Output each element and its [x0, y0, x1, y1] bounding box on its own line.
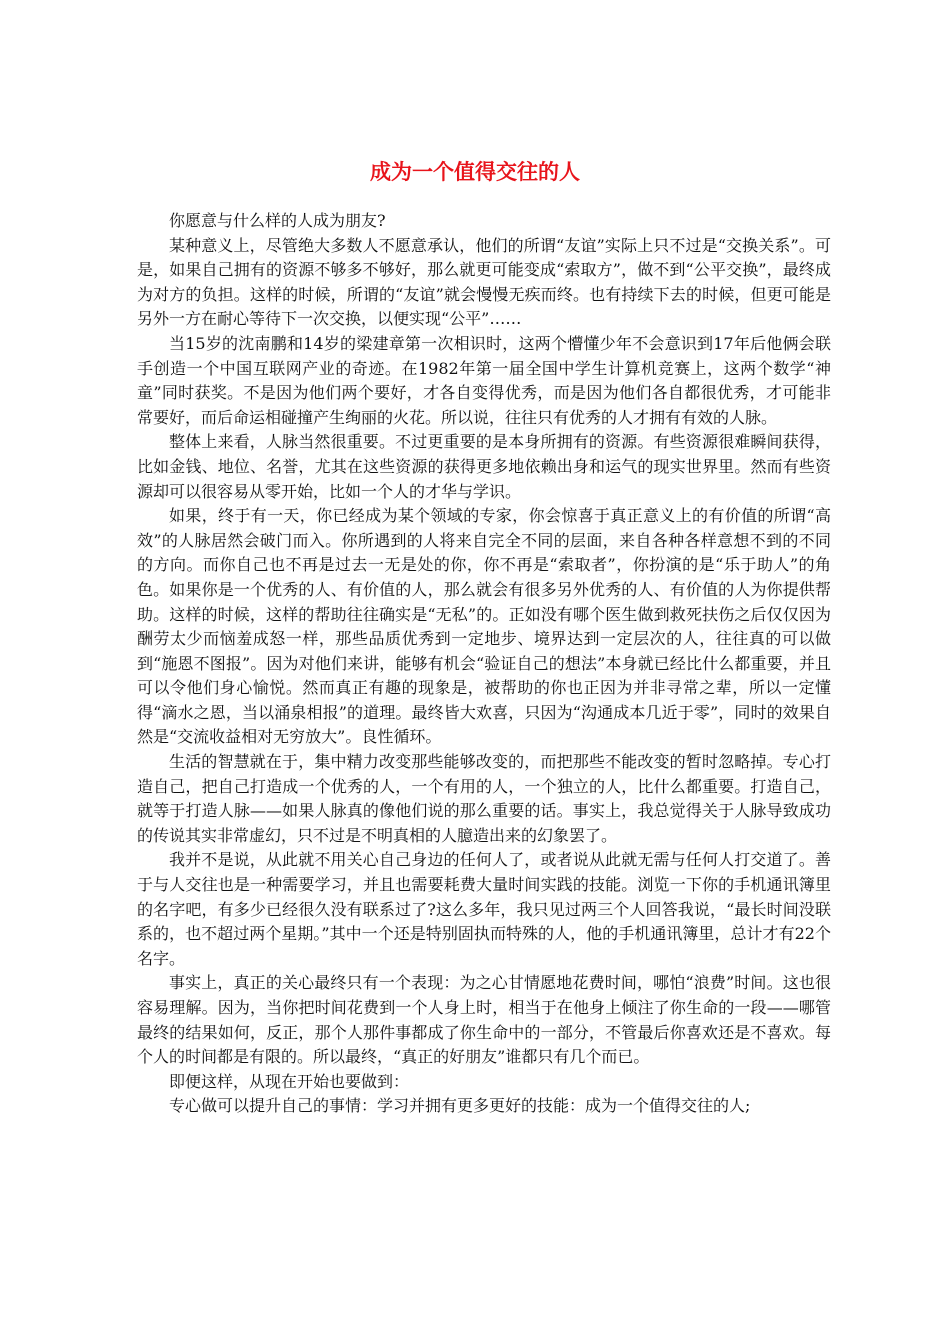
- paragraph: 我并不是说，从此就不用关心自己身边的任何人了，或者说从此就无需与任何人打交道了。善于与人交往也是一种需要学习，并且也需要耗费大量时间实践的技能。浏览一下你的手机通讯簿里的名字吧，有多少已经很久没有联系过了?这么多年，我只见过两三个人回答我说，“最长时间没联系的，也不超过两个星期。”其中一个还是特别固执而特殊的人，他的手机通讯簿里，总计才有22个名字。: [137, 850, 831, 968]
- paragraph: 整体上来看，人脉当然很重要。不过更重要的是本身所拥有的资源。有些资源很难瞬间获得，比如金钱、地位、名誉，尤其在这些资源的获得更多地依赖出身和运气的现实世界里。然而有些资源却可以很容易从零开始，比如一个人的才华与学识。: [137, 432, 831, 501]
- paragraph: 生活的智慧就在于，集中精力改变那些能够改变的，而把那些不能改变的暂时忽略掉。专心打造自己，把自己打造成一个优秀的人，一个有用的人，一个独立的人，比什么都重要。打造自己，就等于打造人脉——如果人脉真的像他们说的那么重要的话。事实上，我总觉得关于人脉导致成功的传说其实非常虚幻，只不过是不明真相的人臆造出来的幻象罢了。: [137, 752, 831, 845]
- paragraph: 某种意义上，尽管绝大多数人不愿意承认，他们的所谓“友谊”实际上只不过是“交换关系”。可是，如果自己拥有的资源不够多不够好，那么就更可能变成“索取方”，做不到“公平交换”，最终成为对方的负担。这样的时候，所谓的“友谊”就会慢慢无疾而终。也有持续下去的时候，但更可能是另外一方在耐心等待下一次交换，以便实现“公平”……: [137, 235, 831, 329]
- paragraph: 当15岁的沈南鹏和14岁的梁建章第一次相识时，这两个懵懂少年不会意识到17年后他俩会联手创造一个中国互联网产业的奇迹。在1982年第一届全国中学生计算机竞赛上，这两个数学“神童”同时获奖。不是因为他们两个要好，才各自变得优秀，而是因为他们各自都很优秀，才可能非常要好，而后命运相碰撞产生绚丽的火花。所以说，往往只有优秀的人才拥有有效的人脉。: [137, 333, 831, 427]
- paragraph: 事实上，真正的关心最终只有一个表现：为之心甘情愿地花费时间，哪怕“浪费”时间。这也很容易理解。因为，当你把时间花费到一个人身上时，相当于在他身上倾注了你生命的一段——哪管最终的结果如何，反正，那个人那件事都成了你生命中的一部分，不管最后你喜欢还是不喜欢。每个人的时间都是有限的。所以最终，“真正的好朋友”谁都只有几个而已。: [137, 973, 831, 1067]
- paragraph: 你愿意与什么样的人成为朋友?: [169, 211, 386, 230]
- paragraph: 如果，终于有一天，你已经成为某个领域的专家，你会惊喜于真正意义上的有价值的所谓“高效”的人脉居然会破门而入。你所遇到的人将来自完全不同的层面，来自各种各样意想不到的不同的方向。而你自己也不再是过去一无是处的你，你不再是“索取者”，你扮演的是“乐于助人”的角色。如果你是一个优秀的人、有价值的人，那么就会有很多另外优秀的人、有价值的人为你提供帮助。这样的时候，这样的帮助往往确实是“无私”的。正如没有哪个医生做到救死扶伤之后仅仅因为酬劳太少而恼羞成怒一样，那些品质优秀到一定地步、境界达到一定层次的人，往往真的可以做到“施恩不图报”。因为对他们来讲，能够有机会“验证自己的想法”本身就已经比什么都重要，并且可以令他们身心愉悦。然而真正有趣的现象是，被帮助的你也正因为并非寻常之辈，所以一定懂得“滴水之恩，当以涌泉相报”的道理。最终皆大欢喜，只因为“沟通成本几近于零”，同时的效果自然是“交流收益相对无穷放大”。良性循环。: [137, 506, 831, 747]
- article-body: [137, 209, 831, 1119]
- paragraph: 专心做可以提升自己的事情：学习并拥有更多更好的技能：成为一个值得交往的人;: [169, 1096, 751, 1116]
- document-title: 成为一个值得交往的人: [370, 160, 580, 184]
- paragraph: 即便这样，从现在开始也要做到：: [169, 1071, 410, 1091]
